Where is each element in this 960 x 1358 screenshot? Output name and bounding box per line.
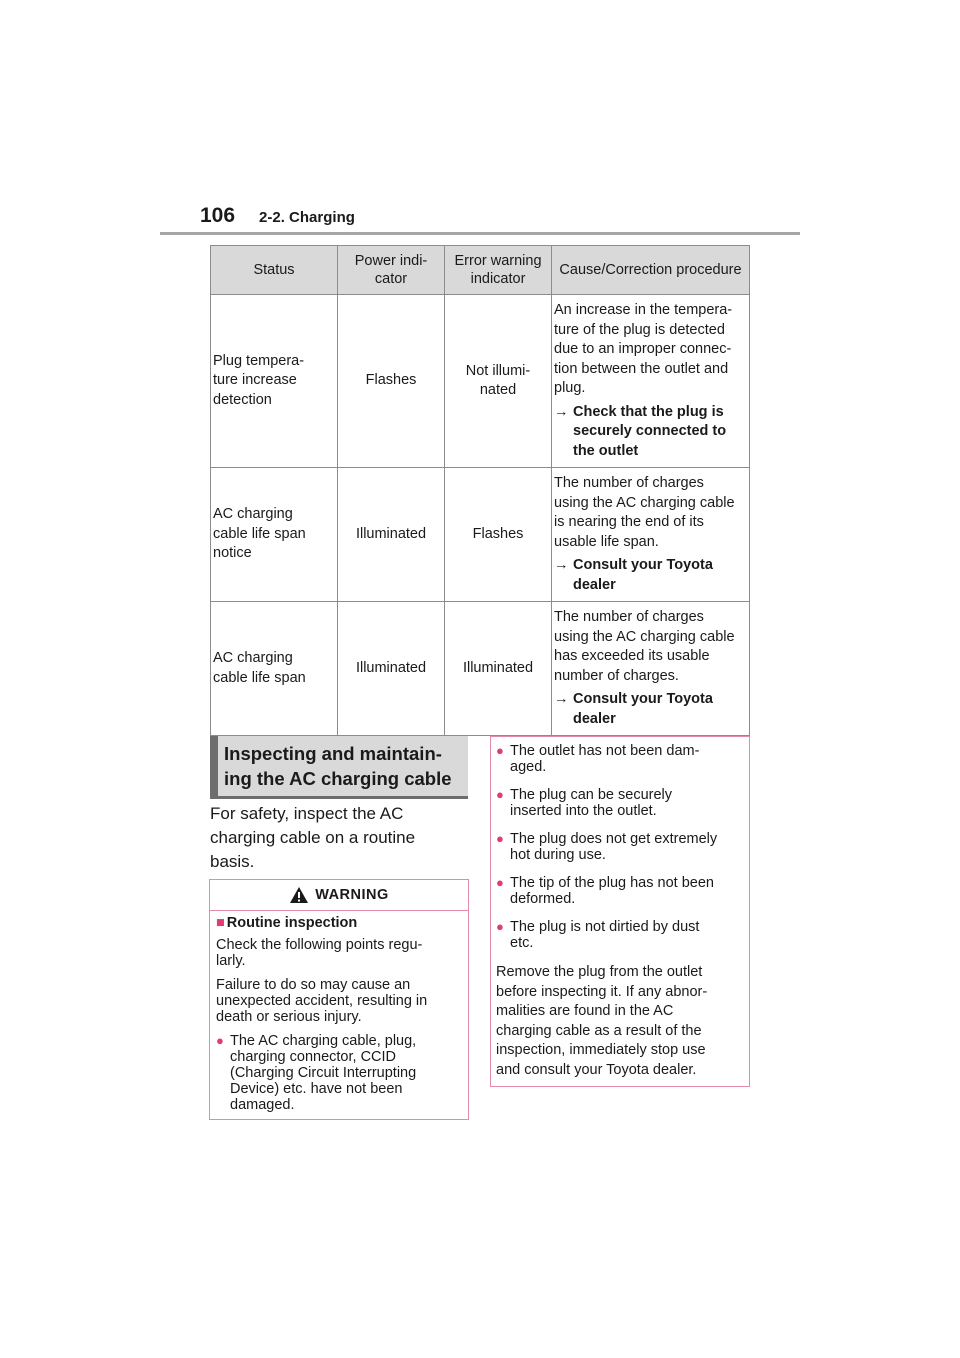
para-line: larly. — [216, 953, 246, 969]
error-line: nated — [479, 382, 517, 398]
cause-line: The number of charges — [554, 475, 704, 491]
warning-subheading — [216, 915, 462, 931]
status-line: notice — [213, 545, 252, 562]
closing-line: and consult your Toyota dealer. — [496, 1061, 697, 1078]
bullet-line: damaged. — [230, 1097, 295, 1113]
cause-line: has exceeded its usable — [554, 648, 710, 664]
bullet-line: etc. — [510, 935, 534, 951]
cell-status — [211, 468, 338, 602]
cause-line: tion between the outlet and — [554, 360, 729, 377]
arrow-right-icon: → — [554, 557, 569, 573]
cell-power: Flashes — [338, 295, 445, 468]
cause-line: plug. — [554, 380, 586, 396]
cause-line: due to an improper connec- — [554, 341, 732, 357]
cell-error — [445, 602, 552, 736]
error-line: Not illumi- — [465, 362, 531, 379]
cause-line: using the AC charging cable — [554, 494, 735, 511]
action-line: Consult your Toyota — [573, 557, 713, 573]
para-line: Failure to do so may cause an — [216, 977, 411, 993]
col-power-indicator — [338, 246, 445, 295]
cell-cause — [552, 295, 750, 468]
warning-title: WARNING — [315, 887, 389, 903]
warning-triangle-icon — [289, 886, 309, 904]
bullet-line: deformed. — [510, 891, 576, 907]
action-line: dealer — [573, 576, 616, 593]
cause-line: An increase in the tempera- — [554, 302, 733, 318]
status-line: Plug tempera- — [213, 352, 305, 369]
cause-line: ture of the plug is detected — [554, 321, 725, 338]
correction-action — [554, 556, 747, 595]
cell-error — [445, 468, 552, 602]
cause-text — [554, 608, 747, 686]
warning-box — [209, 879, 469, 1120]
bullet-line: inserted into the outlet. — [510, 803, 657, 819]
correction-action — [554, 690, 747, 729]
section-title: 2-2. Charging — [259, 209, 355, 226]
warning-body — [210, 911, 468, 1113]
closing-paragraph — [496, 963, 744, 1080]
table-row — [211, 295, 750, 468]
action-line: the outlet — [573, 442, 639, 459]
header-rule — [160, 232, 800, 235]
intro-line: charging cable on a routine — [210, 828, 416, 847]
cause-text — [554, 474, 747, 552]
error-line: Illuminated — [462, 659, 534, 676]
col-power-line: cator — [374, 271, 408, 287]
action-line: dealer — [573, 710, 616, 727]
bullet-line: The AC charging cable, plug, — [230, 1033, 417, 1049]
col-power-line: Power indi- — [354, 253, 428, 269]
closing-line: inspection, immediately stop use — [496, 1042, 706, 1058]
para-line: Check the following points regu- — [216, 937, 423, 953]
correction-action — [554, 403, 747, 462]
bullet-line: hot during use. — [510, 847, 606, 863]
bullet-line: (Charging Circuit Interrupting — [230, 1065, 417, 1081]
list-item — [496, 919, 744, 951]
table-row — [211, 602, 750, 736]
action-line: Consult your Toyota — [573, 691, 713, 707]
col-error-line: indicator — [470, 271, 526, 287]
table-header-row — [211, 246, 750, 295]
bullet-line: The plug does not get extremely — [510, 831, 718, 847]
arrow-right-icon: → — [554, 691, 569, 707]
cause-line: number of charges. — [554, 667, 679, 684]
page-header — [200, 204, 355, 228]
status-line: AC charging — [213, 506, 293, 523]
bullet-dot-icon: ● — [216, 1033, 224, 1048]
para-line: death or serious injury. — [216, 1009, 362, 1025]
closing-line: Remove the plug from the outlet — [496, 964, 703, 980]
bullet-line: The plug can be securely — [510, 787, 673, 803]
status-line: cable life span — [213, 525, 306, 542]
cell-status — [211, 295, 338, 468]
warning-paragraph — [216, 977, 462, 1025]
cause-line: usable life span. — [554, 533, 659, 550]
bullet-line: The outlet has not been dam- — [510, 743, 700, 759]
error-line: Flashes — [472, 525, 524, 542]
closing-line: malities are found in the AC — [496, 1003, 674, 1019]
para-line: unexpected accident, resulting in — [216, 993, 428, 1009]
list-item — [496, 875, 744, 907]
warning-paragraph — [216, 937, 462, 969]
cell-power: Illuminated — [338, 468, 445, 602]
closing-line: before inspecting it. If any abnor- — [496, 983, 708, 1000]
list-item — [496, 787, 744, 819]
bullet-dot-icon: ● — [496, 787, 504, 802]
table-row — [211, 468, 750, 602]
status-line: AC charging — [213, 650, 293, 666]
cell-power: Illuminated — [338, 602, 445, 736]
intro-line: basis. — [210, 852, 255, 871]
intro-line: For safety, inspect the AC — [210, 804, 404, 823]
warning-continued-box — [490, 736, 750, 1087]
heading-rule — [210, 796, 468, 799]
heading-line: ing the AC charging cable — [224, 768, 452, 789]
subheading-text: Routine inspection — [226, 915, 358, 931]
col-status: Status — [211, 246, 338, 295]
cause-line: is nearing the end of its — [554, 514, 704, 530]
list-item — [496, 743, 744, 775]
arrow-right-icon: → — [554, 403, 569, 420]
list-item — [496, 831, 744, 863]
bullet-line: charging connector, CCID — [230, 1049, 397, 1065]
cause-text — [554, 301, 747, 399]
cell-cause — [552, 468, 750, 602]
bullet-line: The tip of the plug has not been — [510, 875, 714, 891]
bullet-dot-icon: ● — [496, 919, 504, 934]
status-line: ture increase — [213, 372, 297, 389]
square-bullet-icon: ■ — [216, 915, 225, 931]
action-line: securely connected to — [573, 423, 727, 439]
heading-line: Inspecting and maintain- — [224, 743, 442, 764]
col-cause: Cause/Correction procedure — [552, 246, 750, 295]
bullet-line: Device) etc. have not been — [230, 1081, 403, 1097]
bullet-line: aged. — [510, 759, 547, 775]
cause-line: using the AC charging cable — [554, 628, 735, 645]
bullet-dot-icon: ● — [496, 831, 504, 846]
col-error-line: Error warning — [454, 253, 542, 269]
warning-title-bar — [210, 880, 468, 911]
status-line: detection — [213, 391, 272, 408]
action-line: Check that the plug is — [573, 403, 724, 420]
bullet-line: The plug is not dirtied by dust — [510, 919, 700, 935]
intro-paragraph — [210, 802, 468, 874]
inspect-section-heading — [210, 736, 468, 796]
bullet-dot-icon: ● — [496, 875, 504, 890]
col-error-indicator — [445, 246, 552, 295]
status-line: cable life span — [213, 669, 306, 686]
page-number: 106 — [200, 204, 236, 227]
bullet-dot-icon: ● — [496, 743, 504, 758]
status-table — [210, 245, 750, 736]
cell-cause — [552, 602, 750, 736]
cell-status — [211, 602, 338, 736]
cell-error — [445, 295, 552, 468]
list-item — [216, 1033, 462, 1113]
cause-line: The number of charges — [554, 609, 704, 625]
closing-line: charging cable as a result of the — [496, 1022, 702, 1039]
